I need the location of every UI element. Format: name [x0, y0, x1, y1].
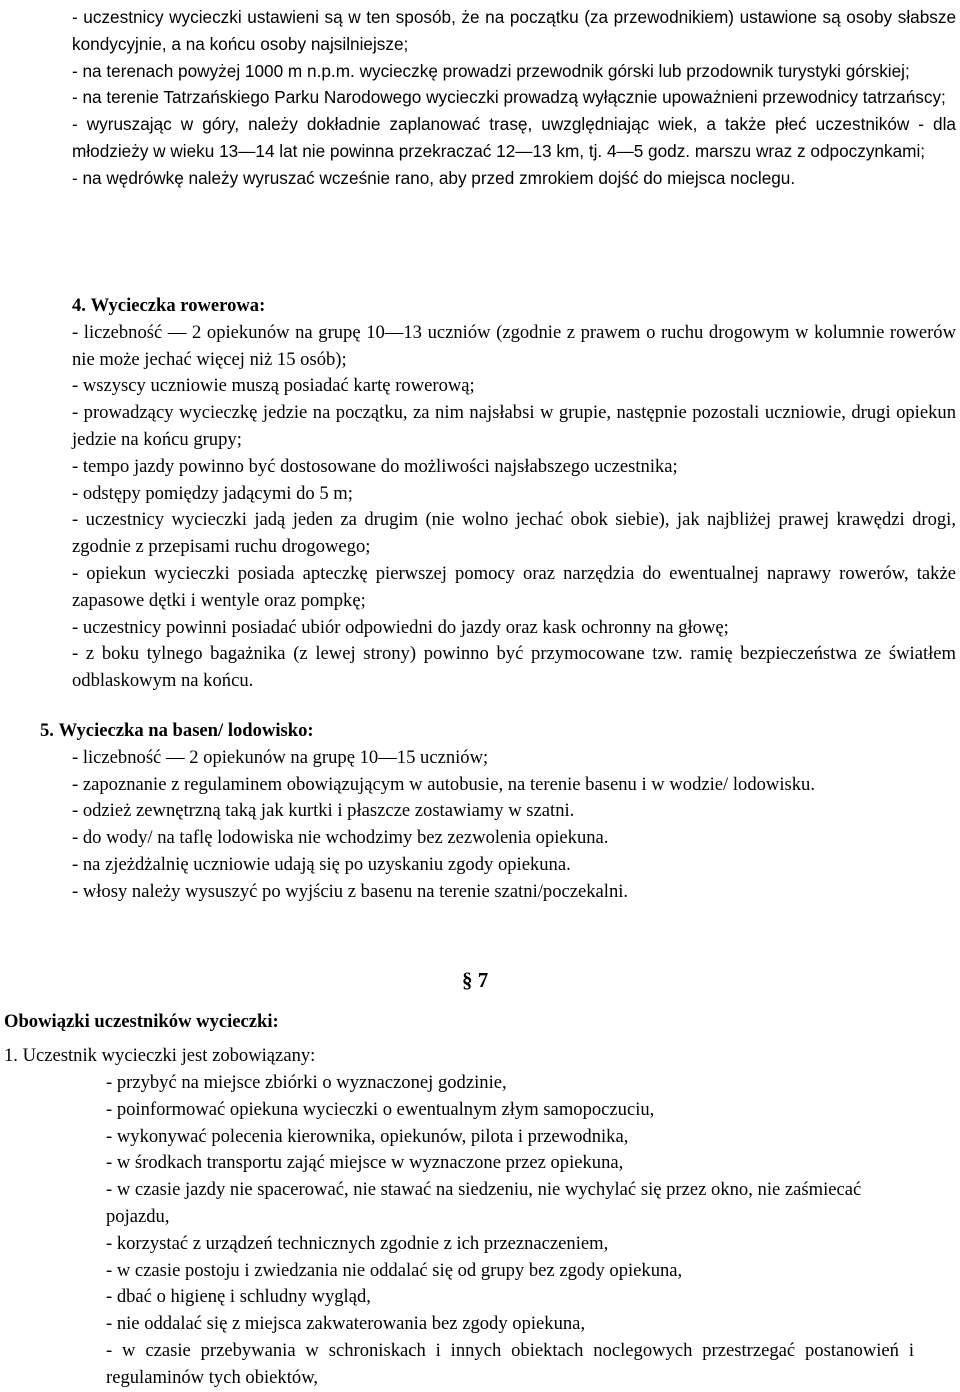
section-4-number: 4.: [72, 295, 86, 316]
bike-rule-single-file: - uczestnicy wycieczki jadą jeden za drugim (nie wolno jechać obok siebie), jak najbliżej prawej krawędzi drogi, zgodnie z przepisami ruchu drogowego;: [72, 509, 956, 558]
duties-list: [106, 1070, 914, 1392]
bike-rule-group-size: - liczebność — 2 opiekunów na grupę 10—13 uczniów (zgodnie z prawem o ruchu drogowym w kolumnie rowerów nie może jechać więcej niż 15 osób);: [72, 321, 956, 370]
section-bike-trip: [72, 293, 956, 695]
rule-order-of-participants: - uczestnicy wycieczki ustawieni są w ten sposób, że na początku (za przewodnikiem) ustawione są osoby słabsze kondycyjnie, a na końcu osoby najsilniejsze;: [72, 7, 956, 54]
paragraph-sign: § 7: [462, 968, 489, 992]
section-pool-trip: [40, 718, 956, 906]
section-5-heading: [40, 718, 956, 745]
duty-item: - w środkach transportu zająć miejsce w wyznaczone przez opiekuna,: [106, 1152, 624, 1174]
pool-rule-group-size: - liczebność — 2 opiekunów na grupę 10—15 uczniów;: [72, 746, 489, 768]
pool-rule-coats: - odzież zewnętrzną taką jak kurtki i płaszcze zostawiamy w szatni.: [72, 800, 575, 822]
section-5-title: Wycieczka na basen/ lodowisko:: [58, 720, 314, 741]
duty-item: - wykonywać polecenia kierownika, opiekunów, pilota i przewodnika,: [106, 1125, 629, 1147]
duties-intro: 1. Uczestnik wycieczki jest zobowiązany:: [4, 1045, 316, 1066]
duty-item: - dbać o higienę i schludny wygląd,: [106, 1286, 371, 1308]
section-4-title: Wycieczka rowerowa:: [90, 295, 266, 316]
rule-start-early: - na wędrówkę należy wyruszać wcześnie rano, aby przed zmrokiem dojść do miejsca noclegu.: [72, 167, 796, 188]
duty-item: - w czasie jazdy nie spacerować, nie stawać na siedzeniu, nie wychylać się przez okno, nie zaśmiecać pojazdu,: [106, 1179, 862, 1227]
section-5-list: [40, 745, 956, 906]
rule-tatra-park-guides: - na terenie Tatrzańskiego Parku Narodowego wycieczki prowadzą wyłącznie upoważnieni przewodnicy tatrzańscy;: [72, 87, 946, 108]
pool-rule-slide: - na zjeżdżalnię uczniowie udają się po uzyskaniu zgody opiekuna.: [72, 853, 571, 875]
bike-rule-helmet: - uczestnicy powinni posiadać ubiór odpowiedni do jazdy oraz kask ochronny na głowę;: [72, 616, 729, 638]
duty-item: - korzystać z urządzeń technicznych zgodnie z ich przeznaczeniem,: [106, 1232, 609, 1254]
duty-item: - w czasie postoju i zwiedzania nie oddalać się od grupy bez zgody opiekuna,: [106, 1259, 683, 1281]
duty-item: - przybyć na miejsce zbiórki o wyznaczonej godzinie,: [106, 1072, 507, 1093]
bike-rule-leader-position: - prowadzący wycieczkę jedzie na początku, za nim najsłabsi w grupie, następnie pozostali uczniowie, drugi opiekun jedzie na końcu grupy;: [72, 402, 956, 450]
section-5-number: 5.: [40, 720, 54, 741]
pool-rule-regulations: - zapoznanie z regulaminem obowiązującym w autobusie, na terenie basenu i w wodzie/ lodowisku.: [72, 773, 815, 795]
duty-item: - poinformować opiekuna wycieczki o ewentualnym złym samopoczuciu,: [106, 1098, 655, 1120]
pool-rule-permission: - do wody/ na taflę lodowiska nie wchodzimy bez zezwolenia opiekuna.: [72, 827, 609, 849]
duties-title: Obowiązki uczestników wycieczki:: [4, 1011, 279, 1032]
bike-rule-safety-arm: - z boku tylnego bagażnika (z lewej strony) powinno być przymocowane tzw. ramię bezpieczeństwa ze światłem odblaskowym na końcu.: [72, 643, 956, 692]
rule-guide-above-1000m: - na terenach powyżej 1000 m n.p.m. wycieczkę prowadzi przewodnik górski lub przodownik turystyki górskiej;: [72, 60, 910, 81]
bike-rule-bike-card: - wszyscy uczniowie muszą posiadać kartę rowerową;: [72, 375, 475, 397]
bike-rule-first-aid: - opiekun wycieczki posiada apteczkę pierwszej pomocy oraz narzędzia do ewentualnej naprawy rowerów, także zapasowe dętki i wentyle oraz pompkę;: [72, 562, 956, 611]
bike-rule-distance: - odstępy pomiędzy jadącymi do 5 m;: [72, 482, 353, 504]
rule-plan-route: - wyruszając w góry, należy dokładnie zaplanować trasę, uwzględniając wiek, a także płeć uczestników - dla młodzieży w wieku 13—14 lat nie powinna przekraczać 12—13 km, tj. 4—5 godz. marszu wraz z odpoczynkami;: [72, 114, 956, 161]
duty-item: - nie oddalać się z miejsca zakwaterowania bez zgody opiekuna,: [106, 1313, 586, 1335]
bike-rule-pace: - tempo jazdy powinno być dostosowane do możliwości najsłabszego uczestnika;: [72, 455, 678, 477]
section-4-heading: [72, 293, 956, 320]
pool-rule-hair: - włosy należy wysuszyć po wyjściu z basenu na terenie szatni/poczekalni.: [72, 880, 629, 902]
duty-item: - w czasie przebywania w schroniskach i innych obiektach noclegowych przestrzegać postanowień i regulaminów tych obiektów,: [106, 1339, 914, 1388]
mountain-trip-rules: [72, 4, 956, 192]
